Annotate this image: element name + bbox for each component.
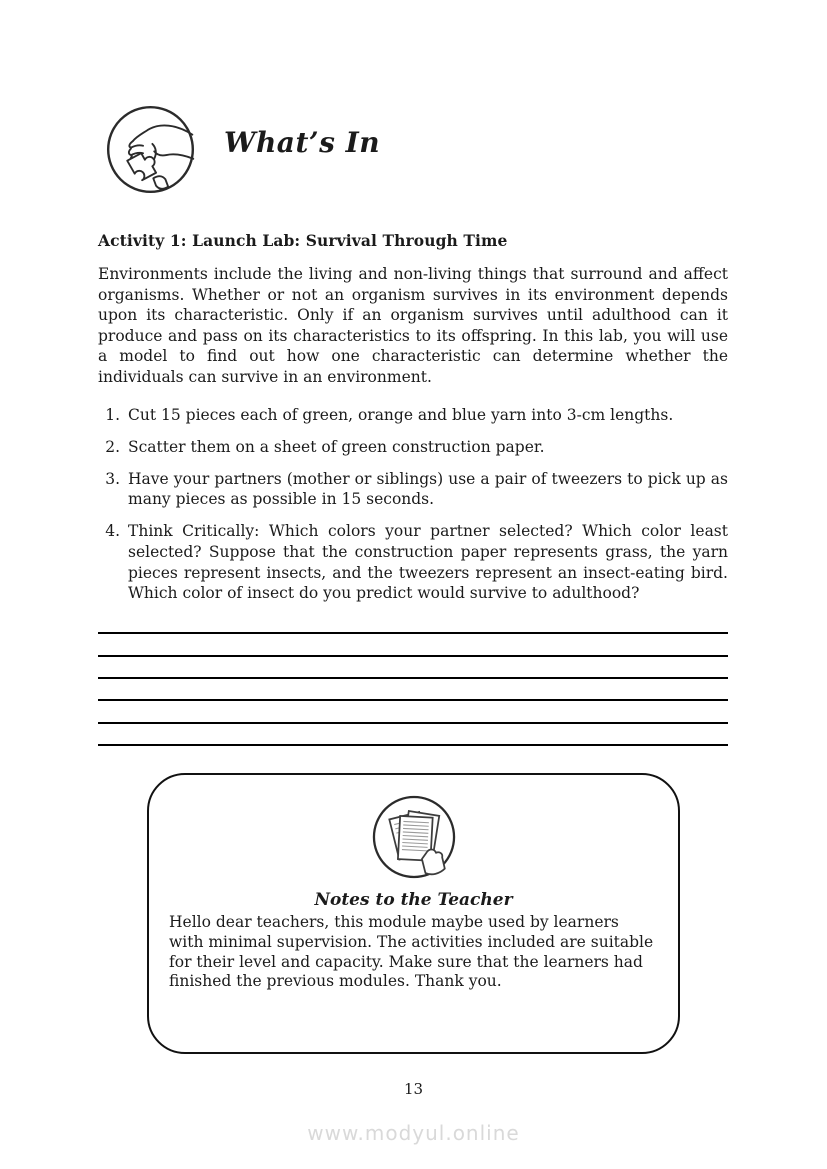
answer-line — [98, 679, 728, 701]
activity-steps-list — [98, 405, 728, 604]
step-item-3: 3. Have your partners (mother or siblings) use a pair of tweezers to pick up as many pieces as possible in 15 seconds. — [125, 469, 728, 510]
answer-lines — [98, 612, 728, 746]
whats-in-header — [104, 103, 380, 196]
answer-line — [98, 634, 728, 656]
notes-papers-icon — [370, 866, 458, 885]
page-title: What’s In — [224, 126, 381, 159]
answer-line — [98, 657, 728, 679]
answer-line — [98, 724, 728, 746]
step-item-1: 1. Cut 15 pieces each of green, orange and blue yarn into 3-cm lengths. — [125, 405, 728, 426]
answer-line — [98, 701, 728, 723]
activity-intro-paragraph: Environments include the living and non-living things that surround and affect organisms. Whether or not an organism survives in its environment depends upon its characteristic. Only if an organism survives until adulthood can it produce and pass on its characteristics to its offspring. In this lab, you will use a model to find out how one characteristic can determine whether the individuals can survive in an environment. — [98, 265, 728, 386]
page-number: 13 — [403, 1080, 424, 1098]
hand-puzzle-icon — [104, 103, 197, 196]
notes-title: Notes to the Teacher — [314, 890, 513, 910]
activity-section — [98, 231, 728, 746]
step-item-4: 4. Think Critically: Which colors your partner selected? Which color least selected? Suppose that the construction paper represents grass, the yarn pieces represent insects, and the tweezers represent an insect-eating bird. Which color of insect do you predict would survive to adulthood? — [125, 521, 728, 603]
notes-body: Hello dear teachers, this module maybe used by learners with minimal supervision. The activities included are suitable for their level and capacity. Make sure that the learners had finished the previous modules. Thank you. — [169, 913, 654, 991]
answer-line — [98, 612, 728, 634]
activity-heading: Activity 1: Launch Lab: Survival Through Time — [98, 231, 508, 250]
notes-box — [147, 773, 680, 1054]
step-item-2: 2. Scatter them on a sheet of green construction paper. — [125, 437, 728, 458]
watermark: www.modyul.online — [307, 1121, 520, 1145]
